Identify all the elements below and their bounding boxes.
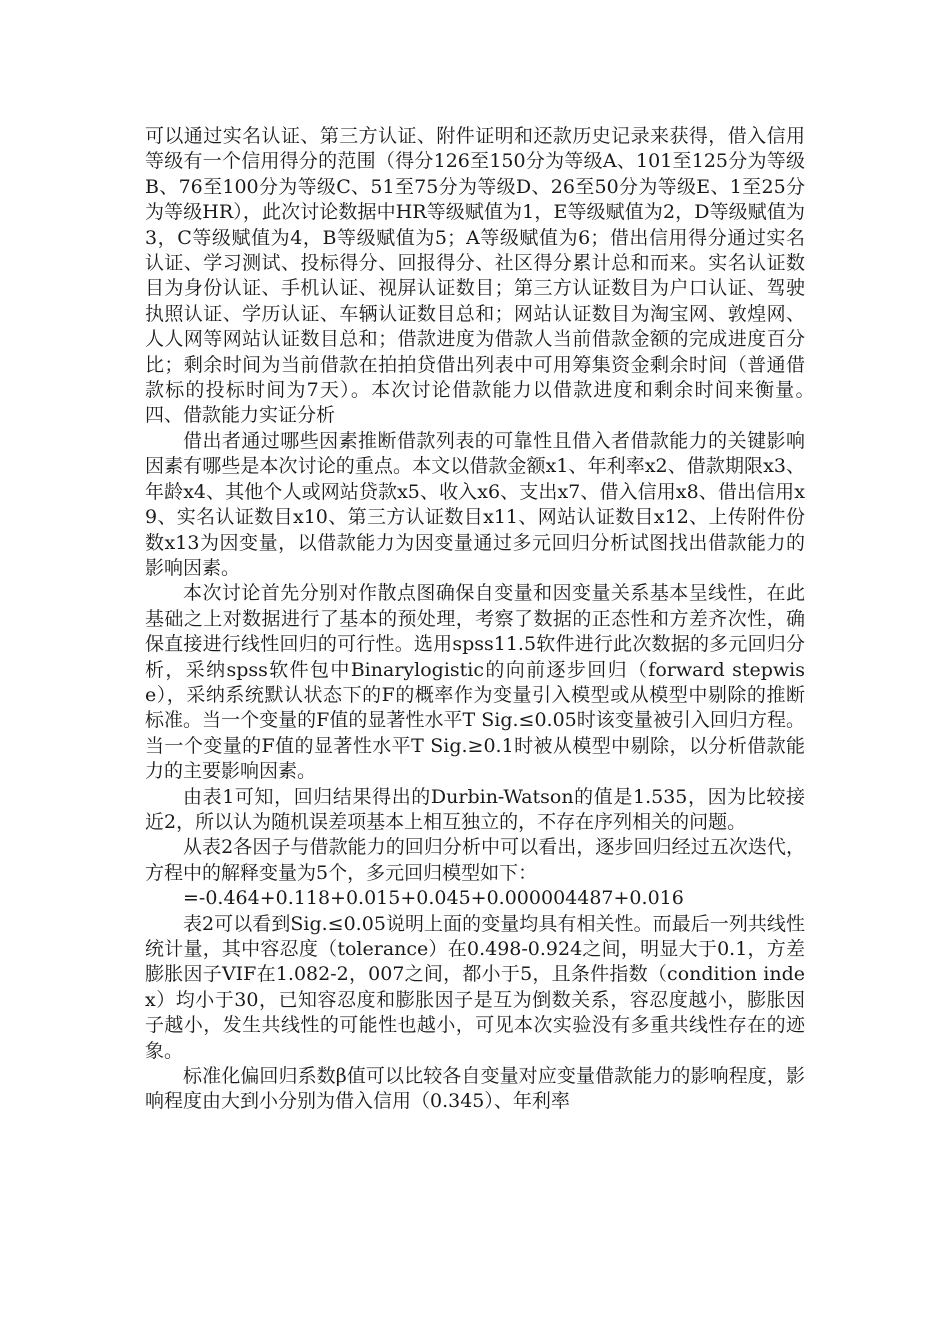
paragraph-method: 本次讨论首先分别对作散点图确保自变量和因变量关系基本呈线性，在此基础之上对数据进行了基本的预处理，考察了数据的正态性和方差齐次性，确保直接进行线性回归的可行性。选用spss11.5软件进行此次数据的多元回归分析，采纳spss软件包中Binarylogistic的向前逐步回归（forward stepwise），采纳系统默认状态下的F的概率作为变量引入模型或从模型中剔除的推断标准。当一个变量的F值的显著性水平T Sig.≤0.05时该变量被引入回归方程。当一个变量的F值的显著性水平T Sig.≥0.1时被从模型中剔除，以分析借款能力的主要影响因素。 — [145, 582, 805, 783]
paragraph-collinearity: 表2可以看到Sig.≤0.05说明上面的变量均具有相关性。而最后一列共线性统计量，其中容忍度（tolerance）在0.498-0.924之间，明显大于0.1，方差膨胀因子VIF在1.082-2，007之间，都小于5，且条件指数（condition index）均小于30，已知容忍度和膨胀因子是互为倒数关系，容忍度越小，膨胀因子越小，发生共线性的可能性也越小，可见本次实验没有多重共线性存在的迹象。 — [145, 912, 805, 1062]
paragraph-beta: 标准化偏回归系数β值可以比较各自变量对应变量借款能力的影响程度，影响程度由大到小分别为借入信用（0.345）、年利率 — [145, 1065, 805, 1113]
paragraph-durbin-watson: 由表1可知，回归结果得出的Durbin-Watson的值是1.535，因为比较接近2，所以认为随机误差项基本上相互独立的，不存在序列相关的问题。 — [145, 785, 805, 833]
paragraph-stepwise: 从表2各因子与借款能力的回归分析中可以看出，逐步回归经过五次迭代，方程中的解释变量为5个，多元回归模型如下： — [145, 836, 805, 884]
document-body — [145, 124, 863, 1115]
paragraph-research-focus: 借出者通过哪些因素推断借款列表的可靠性且借入者借款能力的关键影响因素有哪些是本次讨论的重点。本文以借款金额x1、年利率x2、借款期限x3、年龄x4、其他个人或网站贷款x5、收入x6、支出x7、借入信用x8、借出信用x9、实名认证数目x10、第三方认证数目x11、网站认证数目x12、上传附件份数x13为因变量，以借款能力为因变量通过多元回归分析试图找出借款能力的影响因素。 — [145, 429, 805, 579]
regression-equation: =-0.464+0.118+0.015+0.045+0.000004487+0.016 — [183, 887, 684, 910]
paragraph-credit-grades: 可以通过实名认证、第三方认证、附件证明和还款历史记录来获得，借入信用等级有一个信用得分的范围（得分126至150分为等级A、101至125分为等级B、76至100分为等级C、51至75分为等级D、26至50分为等级E、1至25分为等级HR），此次讨论数据中HR等级赋值为1，E等级赋值为2，D等级赋值为3，C等级赋值为4，B等级赋值为5；A等级赋值为6；借出信用得分通过实名认证、学习测试、投标得分、回报得分、社区得分累计总和而来。实名认证数目为身份认证、手机认证、视屏认证数目；第三方认证数目为户口认证、驾驶执照认证、学历认证、车辆认证数目总和；网站认证数目为淘宝网、敦煌网、人人网等网站认证数目总和；借款进度为借款人当前借款金额的完成进度百分比；剩余时间为当前借款在拍拍贷借出列表中可用筹集资金剩余时间（普通借款标的投标时间为7天）。本次讨论借款能力以借款进度和剩余时间来衡量。 四、借款能力实证分析 — [145, 125, 863, 427]
